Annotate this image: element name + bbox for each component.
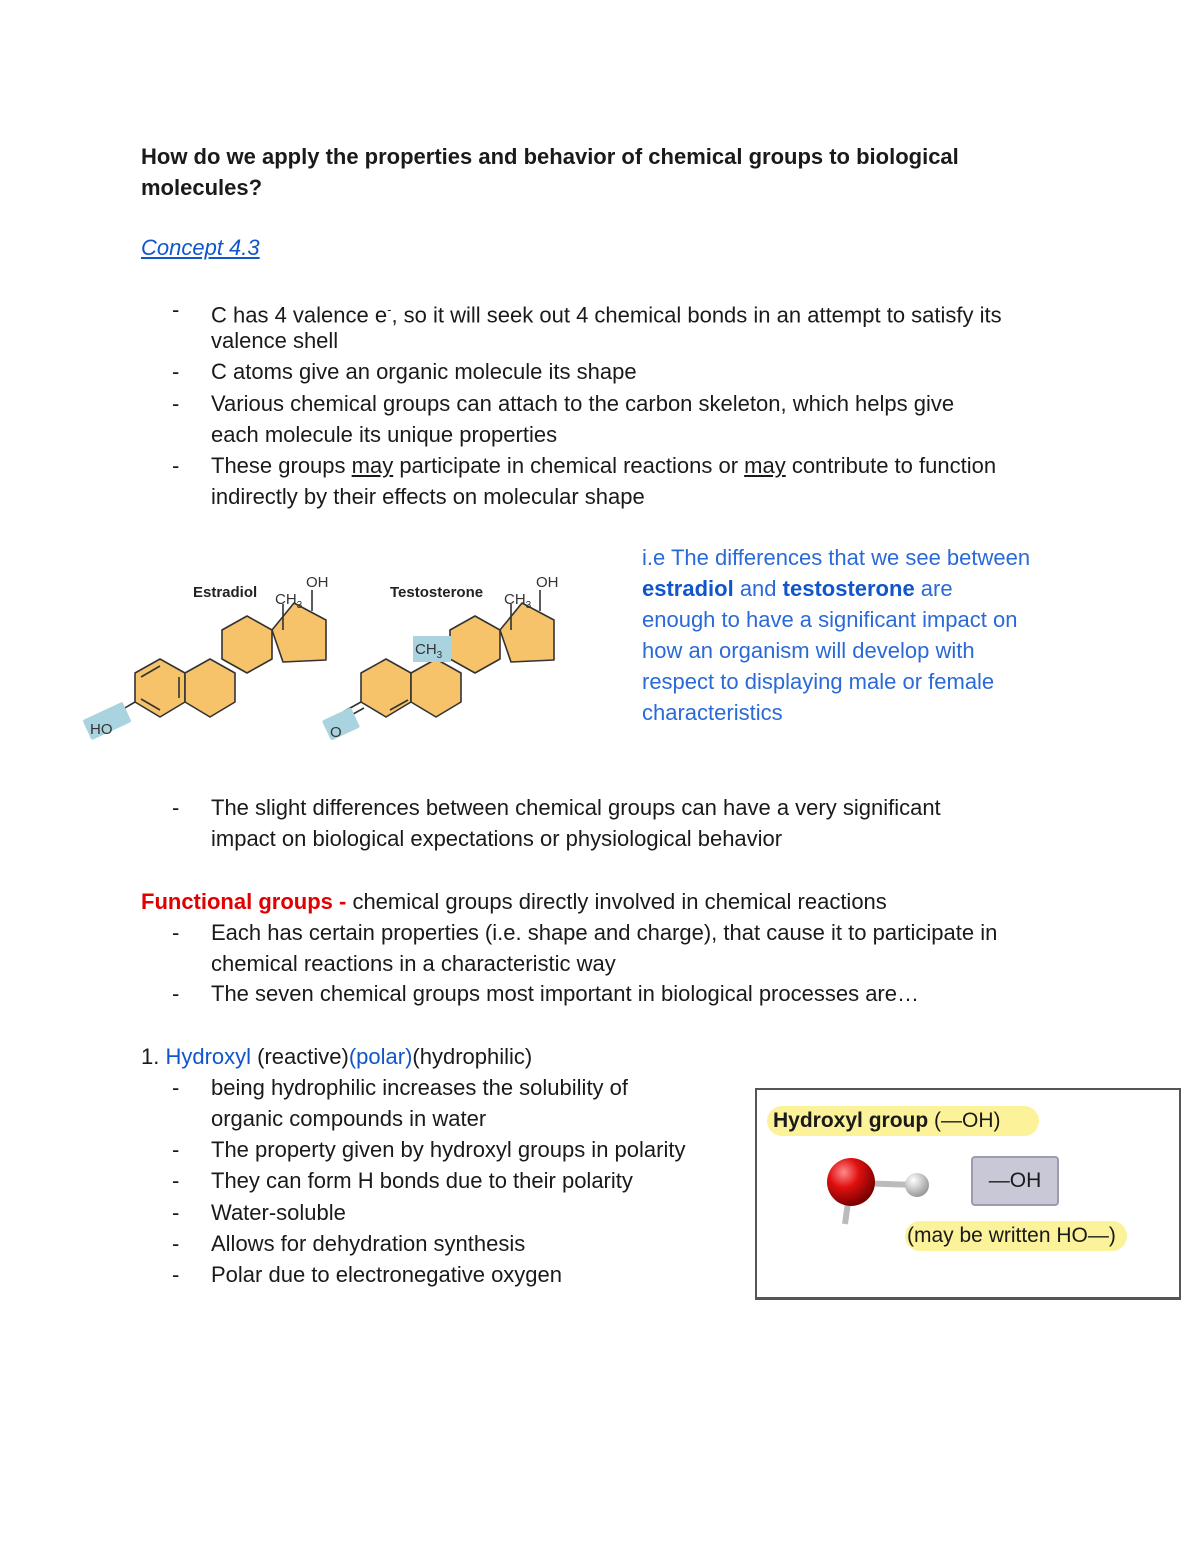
list-item: They can form H bonds due to their polarity xyxy=(211,1168,633,1193)
estradiol-ring-d xyxy=(272,603,326,662)
testosterone-term: testosterone xyxy=(782,576,915,601)
side-note-line: enough to have a significant impact on xyxy=(642,607,1018,632)
bullet-dash: - xyxy=(172,391,180,416)
hydroxyl-group-figure xyxy=(755,1088,1181,1300)
oh-ball-stick-model xyxy=(817,1150,937,1230)
oxygen-atom xyxy=(827,1158,875,1206)
estradiol-oh-label: OH xyxy=(306,574,329,591)
testosterone-oh-label: OH xyxy=(536,574,559,591)
list-item: The slight differences between chemical groups can have a very significant xyxy=(211,795,941,820)
list-item: These groups may participate in chemical reactions or may contribute to function xyxy=(211,453,997,478)
list-item-continuation: impact on biological expectations or physiological behavior xyxy=(211,826,783,851)
bullet-dash: - xyxy=(172,1231,180,1256)
list-item: C atoms give an organic molecule its shape xyxy=(211,359,637,384)
testosterone-ring-c xyxy=(450,616,500,673)
oh-formula-box: —OH xyxy=(971,1156,1059,1206)
testosterone-ring-a xyxy=(361,659,411,717)
estradiol-ch3-label: $CH_3$ xyxy=(275,591,303,611)
side-note-line: estradiol and testosterone are xyxy=(642,576,953,601)
bullet-dash: - xyxy=(172,981,180,1006)
list-item: The seven chemical groups most important in biological processes are… xyxy=(211,981,919,1006)
estradiol-label: Estradiol xyxy=(193,584,258,601)
list-item-continuation: each molecule its unique properties xyxy=(211,422,558,447)
list-item-continuation: indirectly by their effects on molecular shape xyxy=(211,484,645,509)
list-item: Polar due to electronegative oxygen xyxy=(211,1262,563,1287)
list-item: being hydrophilic increases the solubility of xyxy=(211,1075,629,1100)
bullet-dash: - xyxy=(172,920,180,945)
testosterone-label: Testosterone xyxy=(390,584,484,601)
question-heading: How do we apply the properties and behavior of chemical groups to biological molecules? xyxy=(141,144,959,200)
bullet-dash: - xyxy=(172,1075,180,1100)
estradiol-ring-a xyxy=(135,659,185,717)
hydroxyl-group-title: Hydroxyl group (—OH) xyxy=(773,1109,1001,1132)
bullet-dash: - xyxy=(172,359,180,384)
side-note-line: i.e The differences that we see between xyxy=(642,545,1031,570)
bullet-dash: - xyxy=(172,795,180,820)
functional-groups-definition: Functional groups - chemical groups directly involved in chemical reactions xyxy=(141,889,887,914)
estradiol-ring-b xyxy=(185,659,235,717)
list-item: Water-soluble xyxy=(211,1200,346,1225)
list-item-continuation: valence shell xyxy=(211,328,339,353)
side-note xyxy=(642,542,1030,728)
angular-methyl-label: $CH_3$ xyxy=(415,641,443,661)
ho-label: HO xyxy=(90,721,113,738)
testosterone-ch3-label: $CH_3$ xyxy=(504,591,532,611)
list-item: The property given by hydroxyl groups in polarity xyxy=(211,1137,686,1162)
bullet-dash: - xyxy=(172,453,180,478)
oxygen-label: O xyxy=(330,724,342,741)
bullet-dash: - xyxy=(172,297,180,322)
functional-groups-term: Functional groups - xyxy=(141,889,353,914)
list-item: Each has certain properties (i.e. shape and charge), that cause it to participate in xyxy=(211,920,998,945)
hydroxyl-heading: 1. Hydroxyl (reactive)(polar)(hydrophilic) xyxy=(141,1044,533,1069)
bullet-dash: - xyxy=(172,1200,180,1225)
bullet-dash: - xyxy=(172,1168,180,1193)
list-item-continuation: chemical reactions in a characteristic way xyxy=(211,951,616,976)
testosterone-ring-d xyxy=(500,603,554,662)
list-item-continuation: organic compounds in water xyxy=(211,1106,487,1131)
hydroxyl-term: Hydroxyl xyxy=(165,1044,252,1069)
side-note-line: characteristics xyxy=(642,700,783,725)
hydroxyl-alt-notation: (may be written HO—) xyxy=(907,1224,1116,1247)
estradiol-ring-c xyxy=(222,616,272,673)
list-item: Allows for dehydration synthesis xyxy=(211,1231,526,1256)
estradiol-term: estradiol xyxy=(642,576,734,601)
concept-link[interactable]: Concept 4.3 xyxy=(141,235,260,260)
side-note-line: how an organism will develop with xyxy=(642,638,975,663)
bullet-dash: - xyxy=(172,1137,180,1162)
hydrogen-atom xyxy=(905,1173,929,1197)
list-item: Various chemical groups can attach to the carbon skeleton, which helps give xyxy=(211,391,955,416)
bullet-dash: - xyxy=(172,1262,180,1287)
testosterone-ring-b xyxy=(411,659,461,717)
list-item: C has 4 valence e-, so it will seek out 4 chemical bonds in an attempt to satisfy its xyxy=(211,302,1002,328)
side-note-line: respect to displaying male or female xyxy=(642,669,995,694)
steroid-structures-figure xyxy=(80,560,580,755)
